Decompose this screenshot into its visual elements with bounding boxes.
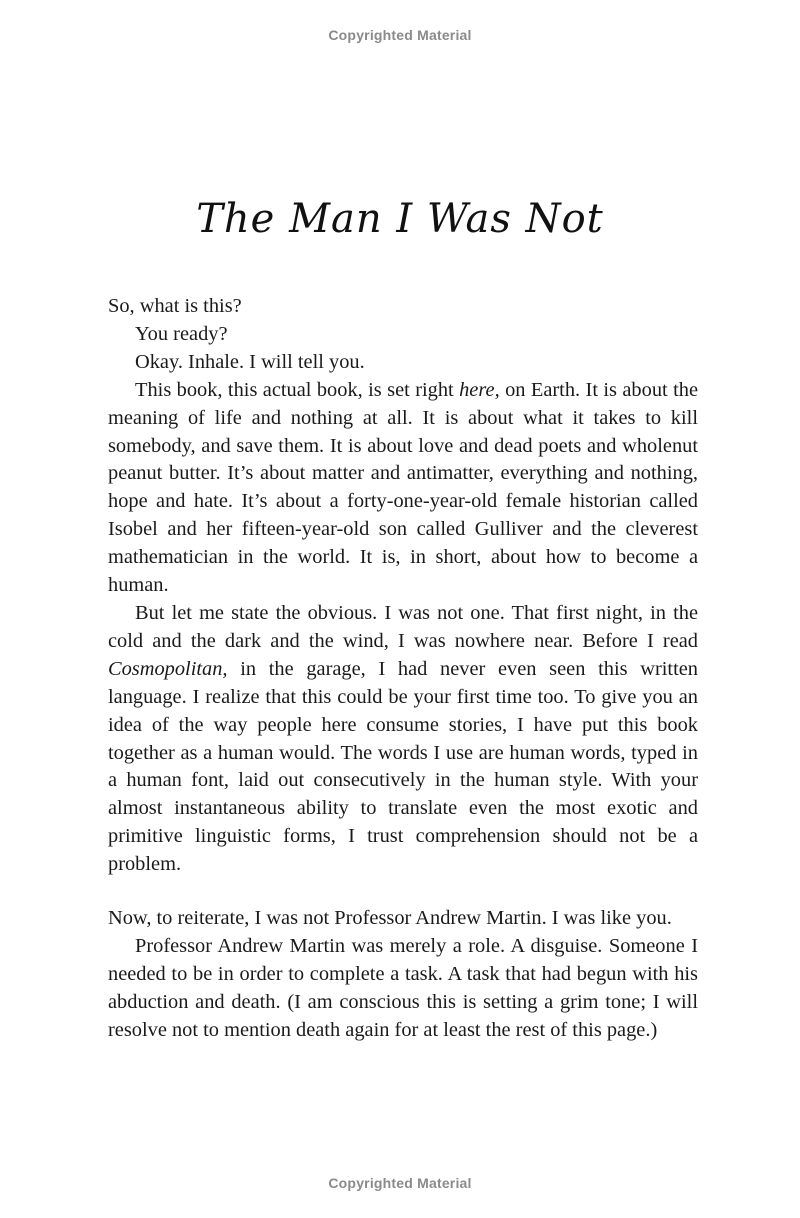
paragraph-text: But let me state the obvious. I was not one. That first night, in the cold and the dark and the wind, I was nowhere near. Before I read: [108, 601, 698, 652]
paragraph: Now, to reiterate, I was not Professor Andrew Martin. I was like you.: [108, 907, 672, 929]
section-1: [108, 293, 698, 879]
paragraph: You ready?: [135, 322, 228, 345]
italic-emphasis: here,: [459, 378, 500, 401]
paragraph-text: This book, this actual book, is set right: [135, 378, 460, 401]
italic-title: Cosmopolitan,: [108, 657, 228, 680]
copyright-watermark-top: Copyrighted Material: [328, 27, 472, 43]
paragraph: [108, 600, 698, 879]
paragraph-text: in the garage, I had never even seen this written language. I realize that this could be your first time too. To give you an idea of the way people here consume stories, I have put this book together as a human would. The words I use are human words, typed in a human font, laid out consecutively in the human style. With your almost instantaneous ability to translate even the most exotic and primitive linguistic forms, I trust comprehension should not be a problem.: [108, 657, 698, 876]
section-2: [108, 905, 698, 1045]
copyright-watermark-bottom: Copyrighted Material: [328, 1175, 472, 1191]
paragraph: So, what is this?: [108, 295, 242, 317]
paragraph: [108, 377, 698, 600]
paragraph-text: on Earth. It is about the meaning of life and nothing at all. It is about what it takes to kill somebody, and save them. It is about love and dead poets and wholenut peanut butter. It’s about matter and antimatter, everything and nothing, hope and hate. It’s about a forty-one-year-old female historian called Isobel and her fifteen-year-old son called Gulliver and the cleverest mathematician in the world. It is, in short, about how to become a human.: [108, 378, 698, 597]
paragraph: Professor Andrew Martin was merely a role. A disguise. Someone I needed to be in order to complete a task. A task that had begun with his abduction and death. (I am conscious this is setting a grim tone; I will resolve not to mention death again for at least the rest of this page.): [108, 934, 698, 1041]
paragraph: Okay. Inhale. I will tell you.: [135, 350, 365, 373]
chapter-title: The Man I Was Not: [196, 196, 604, 242]
